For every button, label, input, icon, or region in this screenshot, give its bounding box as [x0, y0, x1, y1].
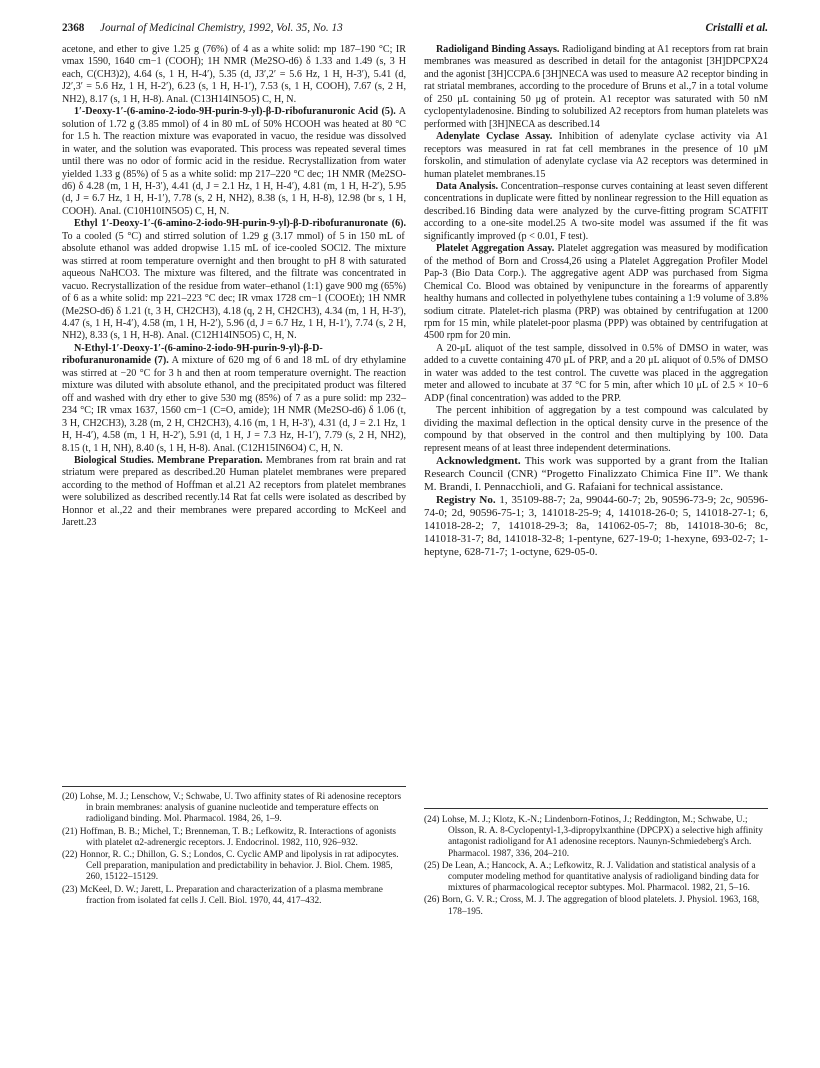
heading-compound-6: Ethyl 1′-Deoxy-1′-(6-amino-2-iodo-9H-purin-9-yl)-β-D-ribofuranuronate (6).: [74, 218, 406, 230]
running-authors: Cristalli et al.: [705, 22, 768, 34]
paragraph-compound-6: [62, 218, 406, 343]
footnote-divider-left: [62, 786, 406, 787]
body-compound-5: A solution of 1.72 g (3.85 mmol) of 4 in 80 mL of 50% HCOOH was heated at 80 °C for 1.5 h. The reaction mixture was evaporated in vacuo, the residue was dissolved in water, and the solution was evaporated. This process was repeated several times until there was no odor of formic acid in the residue. Recrystallization from water yielded 1.33 g (85%) of 5 as a white solid: mp 217–220 °C dec; 1H NMR (Me2SO-d6) δ 4.28 (m, 1 H, H-3′), 4.41 (d, J = 2.1 Hz, 1 H, H-4′), 4.81 (m, 1 H, H-2′), 5.95 (d, J = 6.7 Hz, 1 H, H-1′), 7.78 (s, 2 H, NH2), 8.38 (s, 1 H, H-8), 12.98 (br s, 1 H, COOH). Anal. (C10H10IN5O5) C, H, N.: [62, 106, 406, 217]
paragraph-acknowledgment: [424, 455, 768, 494]
heading-registry: Registry No.: [436, 493, 496, 506]
reference-item: (21) Hoffman, B. B.; Michel, T.; Brenneman, T. B.; Lefkowitz, R. Interactions of agonists with platelet α2-adrenergic receptors. J. Endocrinol. 1982, 110, 926–932.: [62, 826, 397, 848]
body-compound-6: To a cooled (5 °C) and stirred solution of 1.29 g (3.17 mmol) of 5 in 150 mL of absolute ethanol was added dropwise 1.15 mL of ice-cooled SOCl2. The mixture was stirred at room temperature overnight and then brought to pH 8 with saturated aqueous NaHCO3. The mixture was filtered, and the filtrate was concentrated in vacuo. Recrystallization of the residue from water–ethanol (1:1) gave 900 mg (65%) of 6 as a white solid: mp 221–223 °C dec; IR νmax 1728 cm−1 (COOEt); 1H NMR (Me2SO-d6) δ 1.21 (t, 3 H, CH2CH3), 4.18 (q, 2 H, CH2CH3), 4.34 (m, 1 H, H-3′), 4.47 (s, 1 H, H-4′), 4.58 (m, 1 H, H-2′), 5.96 (d, J = 6.7 Hz, 1 H, H-1′), 7.74 (s, 2 H, NH2), 8.33 (s, 1 H, H-8). Anal. (C12H14IN5O5) C, H, N.: [62, 230, 406, 342]
reference-item: (20) Lohse, M. J.; Lenschow, V.; Schwabe, U. Two affinity states of Ri adenosine receptors in brain membranes: analysis of guanine nucleotide and temperature effects on radioligand binding. Mol. Pharmacol. 1984, 26, 1–9.: [62, 792, 402, 825]
reference-item: (26) Born, G. V. R.; Cross, M. J. The aggregation of blood platelets. J. Physiol. 1963, 168, 178–195.: [424, 895, 760, 917]
heading-radioligand-binding: Radioligand Binding Assays.: [436, 44, 560, 55]
body-compound-7: A mixture of 620 mg of 6 and 18 mL of dry ethylamine was stirred at −20 °C for 3 h and then at room temperature overnight. The reaction mixture was diluted with absolute ethanol, and the precipitated product was filtered off and washed with dry ether to give 530 mg (85%) of 7 as a pure solid: mp 232–234 °C; IR νmax 1637, 1560 cm−1 (C=O, amide); 1H NMR (Me2SO-d6) δ 1.06 (t, 3 H, CH2CH3), 3.28 (m, 2 H, CH2CH3), 4.16 (m, 1 H, H-3′), 4.31 (d, J = 2.1 Hz, 1 H, H-4′), 4.58 (m, 1 H, H-2′), 5.91 (d, 1 H, J = 7.3 Hz, H-1′), 7.79 (s, 2 H, NH2), 8.15 (t, 1 H, NH), 8.40 (s, 1 H, H-8). Anal. (C12H15IN6O4) C, H, N.: [62, 355, 406, 454]
paragraph-adenylate-cyclase: [424, 131, 768, 181]
paragraph-membrane-preparation: [62, 455, 406, 530]
paragraph-compound-7: [62, 343, 406, 455]
paragraph-compound-4-data: acetone, and ether to give 1.25 g (76%) of 4 as a white solid: mp 187–190 °C; IR νmax 1590, 1640 cm−1 (COOH); 1H NMR (Me2SO-d6) δ 1.33 and 1.49 (s, 3 H each, C(CH3)2), 4.64 (s, 1 H, H-4′), 5.35 (d, J3′,2′ = 5.6 Hz, 1 H, H-3′), 5.41 (d, J2′,3′ = 5.6 Hz, 1 H, H-2′), 6.23 (s, 1 H, H-1′), 7.53 (s, 1 H, COOH), 7.67 (s, 2 H, NH2), 8.17 (s, 1 H, H-8). Anal. (C13H14IN5O5) C, H, N.: [62, 44, 406, 105]
running-header: [62, 22, 768, 38]
reference-item: (22) Honnor, R. C.; Dhillon, G. S.; Londos, C. Cyclic AMP and lipolysis in rat adipocytes. Cell preparation, manipulation and predictability in behavior. J. Biol. Chem. 1985, 260, 15122–15129.: [62, 850, 399, 883]
paragraph-data-analysis: [424, 181, 768, 243]
body-radioligand-binding: Radioligand binding at A1 receptors from rat brain membranes was measured as described in detail for the antagonist [3H]DPCPX24 and the agonist [3H]CCPA.6 [3H]NECA was used to measure A2 receptor binding in rat striatal membranes, according to the procedure of Bruns et al.,7 in a total volume of 250 μL containing 50 μg of protein. A1 receptor was saturated with 50 nM cyclopentyladenosine. Binding to solubilized A2 receptors from human platelets was performed with [3H]NECA as described.14: [424, 44, 769, 130]
footnote-divider-right: [424, 808, 768, 809]
paragraph-compound-5: [62, 106, 406, 218]
left-column: [62, 44, 406, 530]
body-acknowledgment: This work was supported by a grant from the Italian Research Council (CNR) “Progetto Finalizzato Chimica Fine II”. We thank M. Brandi, I. Pennacchioli, and G. Rafaiani for technical assistance.: [424, 454, 768, 493]
heading-adenylate-cyclase: Adenylate Cyclase Assay.: [436, 131, 553, 143]
paragraph-aliquot-procedure: A 20-μL aliquot of the test sample, dissolved in 0.5% of DMSO in water, was added to a cuvette containing 470 μL of PRP, and a 20 μL aliquot of 0.5% of DMSO in water was added to the test control. The cuvette was placed in the aggregation meter and allowed to incubate at 37 °C for 5 min, after which 10 μL of 2.5 × 10−6 ADP (final concentration) was added to the PRP.: [424, 342, 768, 404]
paragraph-platelet-aggregation: [424, 243, 768, 343]
reference-item: (25) De Lean, A.; Hancock, A. A.; Lefkowitz, R. J. Validation and statistical analysis of a computer modeling method for quantitative analysis of radioligand binding data for mixtures of pharmacological receptor subtypes. Mol. Pharmacol. 1982, 21, 5–16.: [424, 860, 759, 894]
heading-compound-7: N-Ethyl-1′-Deoxy-1′-(6-amino-2-iodo-9H-purin-9-yl)-β-D-ribofuranuronamide (7).: [62, 342, 323, 367]
heading-data-analysis: Data Analysis.: [436, 180, 499, 192]
body-registry: 1, 35109-88-7; 2a, 99044-60-7; 2b, 90596-73-9; 2c, 90596-74-0; 2d, 90596-75-1; 3, 141018-25-9; 4, 141018-26-0; 5, 141018-27-1; 6, 141018-28-2; 7, 141018-29-3; 8a, 141062-05-7; 8b, 141018-30-6; 8c, 141018-31-7; 8d, 141018-32-8; 1-pentyne, 627-19-0; 1-hexyne, 693-02-7; 1-heptyne, 628-71-7; 1-octyne, 629-05-0.: [424, 493, 769, 558]
body-platelet-aggregation: Platelet aggregation was measured by modification of the method of Born and Cross4,26 using a Platelet Aggregation Profiler Model Pap-3 (Bio Data Corp.). The aggregative agent ADP was purchased from Sigma Chemical Co. Blood was obtained by venipuncture in the forearms of apparently healthy humans and collected in polyethylene tubes containing a 1:9 volume of 3.8% sodium citrate. Platelet-rich plasma (PRP) was obtained by centrifugation at 1200 rpm for 15 min, while platelet-poor plasma (PPP) was obtained by centrifugation at 4500 rpm for 20 min.: [424, 243, 768, 342]
right-column: [424, 44, 768, 559]
references-left: [62, 792, 406, 908]
reference-item: (23) McKeel, D. W.; Jarett, L. Preparation and characterization of a plasma membrane fraction from isolated fat cells J. Cell. Biol. 1970, 44, 417–432.: [62, 884, 383, 906]
paragraph-registry: [424, 494, 768, 559]
body-data-analysis: Concentration–response curves containing at least seven different concentrations in duplicate were fitted by nonlinear regression to the Hill equation as described.16 Binding data were analyzed by the curve-fitting program SCATFIT according to a one-site model.25 A two-site model was assumed if the fit was significantly improved (p < 0.01, F test).: [424, 180, 768, 242]
heading-acknowledgment: Acknowledgment.: [436, 454, 521, 467]
heading-compound-5: 1′-Deoxy-1′-(6-amino-2-iodo-9H-purin-9-yl)-β-D-ribofuranuronic Acid (5).: [74, 106, 396, 118]
body-adenylate-cyclase: Inhibition of adenylate cyclase activity via A1 receptors was measured in rat fat cell membranes in the presence of 10 μM forskolin, and stimulation of adenylate cyclase via A2 receptors was determined in human platelet membranes.15: [424, 131, 769, 180]
body-membrane-preparation: Membranes from rat brain and rat striatum were prepared as described.20 Human platelet membranes were prepared according to the method of Hoffman et al.21 A2 receptors from platelet membranes were solubilized as described recently.14 Rat fat cells were isolated as described by Honnor et al.,22 and their membranes were prepared according to McKeel and Jarett.23: [62, 454, 406, 529]
journal-citation: Journal of Medicinal Chemistry, 1992, Vol. 35, No. 13: [100, 22, 343, 34]
reference-item: (24) Lohse, M. J.; Klotz, K.-N.; Lindenborn-Fotinos, J.; Reddington, M.; Schwabe, U.; Olsson, R. A. 8-Cyclopentyl-1,3-dipropylxanthine (DPCPX) a selective high affinity antagonist radioligand for A1 adenosine receptors. Naunyn-Schmiedeberg's Arch. Pharmacol. 1987, 336, 204–210.: [424, 815, 763, 859]
heading-platelet-aggregation: Platelet Aggregation Assay.: [436, 243, 555, 255]
paragraph-radioligand-binding: [424, 44, 768, 131]
paragraph-percent-inhibition: The percent inhibition of aggregation by a test compound was calculated by dividing the maximal deflection in the optical density curve in the presence of the compound by that observed in the control and then multiplying by 100. Data represent means of at least three independent determinations.: [424, 405, 768, 454]
references-right: [424, 815, 768, 919]
page-number: 2368: [62, 22, 85, 34]
heading-biological-studies: Biological Studies. Membrane Preparation.: [74, 454, 263, 466]
